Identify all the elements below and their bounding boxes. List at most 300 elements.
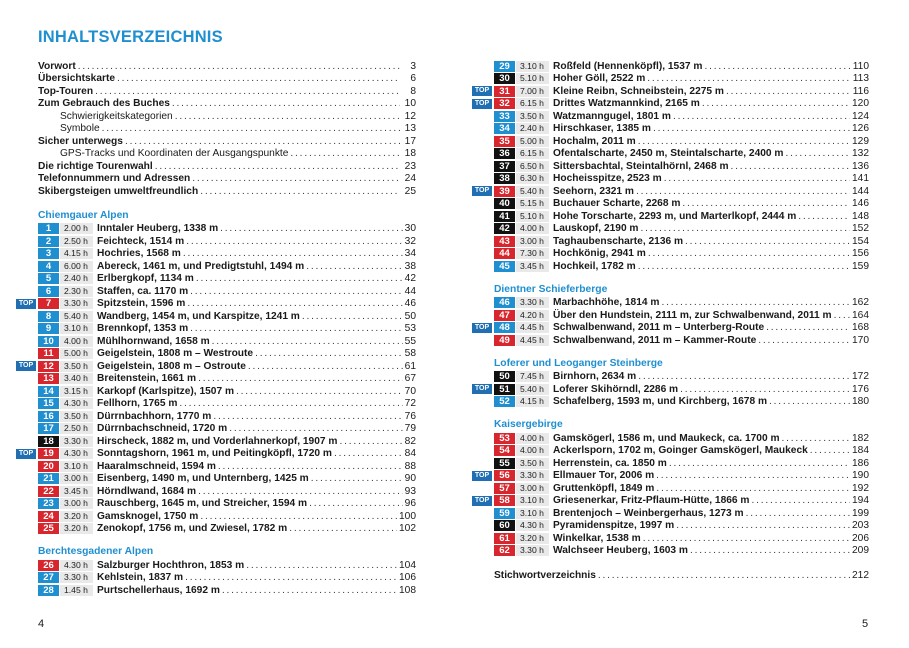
tour-entry[interactable]	[494, 432, 869, 445]
toc-entry[interactable]	[38, 160, 416, 173]
tour-name: Hoher Göll, 2522 m	[553, 73, 646, 85]
tour-entry[interactable]	[38, 572, 416, 585]
tour-duration: 5.40 h	[516, 186, 549, 197]
toc-entry-title: Sicher unterwegs	[38, 135, 123, 147]
tour-name: Hirscheck, 1882 m, und Vorderlahnerkopf, 1907 m	[97, 435, 338, 447]
tour-page: 190	[852, 470, 869, 482]
tour-entry[interactable]	[494, 457, 869, 470]
tour-name: Ofentalscharte, 2450 m, Steintalscharte, 2400 m	[553, 148, 784, 160]
toc-entry[interactable]	[38, 98, 416, 111]
leader-dots	[798, 211, 850, 222]
tour-number-badge: 38	[494, 173, 515, 184]
tour-number-badge: 62	[494, 545, 515, 556]
tour-duration: 3.45 h	[516, 261, 549, 272]
tour-page: 72	[404, 398, 416, 410]
toc-entry-title: Übersichtskarte	[38, 73, 116, 85]
tour-page: 120	[852, 98, 869, 110]
tour-number-badge: 9	[38, 323, 59, 334]
toc-entry[interactable]	[38, 60, 416, 73]
tour-entry[interactable]	[494, 123, 869, 136]
toc-entry-page: 8	[410, 85, 416, 97]
tour-name: Schafelberg, 1593 m, und Kirchberg, 1678 m	[553, 396, 768, 408]
tour-duration: 6.00 h	[60, 261, 93, 272]
tour-page: 79	[404, 423, 416, 435]
tour-page: 203	[852, 520, 869, 532]
leader-dots	[702, 98, 850, 109]
tour-entry[interactable]	[494, 507, 869, 520]
tour-page: 194	[852, 495, 869, 507]
tour-duration: 3.00 h	[60, 473, 93, 484]
tour-entry[interactable]	[494, 445, 869, 458]
leader-dots	[246, 560, 397, 571]
tour-entry[interactable]	[494, 545, 869, 558]
tour-page: 84	[404, 448, 416, 460]
tour-entry[interactable]	[474, 495, 869, 508]
tour-page: 182	[852, 432, 869, 444]
tour-entry[interactable]	[38, 323, 416, 336]
tour-page: 100	[399, 510, 416, 522]
tour-number-badge: 19	[38, 448, 59, 459]
tour-name: Haaralmschneid, 1594 m	[97, 460, 216, 472]
tour-page: 61	[404, 360, 416, 372]
tour-entry[interactable]	[38, 584, 416, 597]
tour-entry[interactable]	[38, 310, 416, 323]
right-column	[474, 60, 869, 582]
tour-name: Pyramidenspitze, 1997 m	[553, 520, 675, 532]
tour-entry[interactable]	[494, 160, 869, 173]
leader-dots	[290, 148, 400, 159]
tour-number-badge: 2	[38, 236, 59, 247]
leader-dots	[656, 483, 850, 494]
toc-entry-page: 6	[410, 73, 416, 85]
tour-page: 209	[852, 545, 869, 557]
tour-name: Marbachhöhe, 1814 m	[553, 297, 660, 309]
tour-name: Roßfeld (Hennenköpfl), 1537 m	[553, 60, 703, 72]
tour-duration: 3.00 h	[60, 498, 93, 509]
leader-dots	[656, 470, 850, 481]
tour-duration: 3.30 h	[60, 298, 93, 309]
tour-name: Purtschellerhaus, 1692 m	[97, 584, 220, 596]
tour-name: Rauschberg, 1645 m, und Streicher, 1594 m	[97, 498, 308, 510]
tour-duration: 6.15 h	[516, 148, 549, 159]
tour-name: Spitzstein, 1596 m	[97, 298, 186, 310]
tour-name: Kehlstein, 1837 m	[97, 572, 184, 584]
toc-entry-title: GPS-Tracks und Koordinaten der Ausgangspunkte	[60, 148, 289, 160]
tour-duration: 3.20 h	[60, 511, 93, 522]
leader-dots	[229, 423, 402, 434]
tour-duration: 4.30 h	[60, 560, 93, 571]
leader-dots	[680, 384, 850, 395]
toc-entry-title: Vorwort	[38, 60, 76, 72]
tour-number-badge: 23	[38, 498, 59, 509]
tour-duration: 2.00 h	[60, 223, 93, 234]
tour-page: 206	[852, 532, 869, 544]
leader-dots	[190, 323, 403, 334]
tour-number-badge: 12	[38, 361, 59, 372]
tour-name: Mühlhornwand, 1658 m	[97, 335, 210, 347]
tour-entry[interactable]	[38, 398, 416, 411]
tour-name: Birnhorn, 2634 m	[553, 371, 637, 383]
leader-dots	[218, 461, 403, 472]
tour-entry[interactable]	[494, 173, 869, 186]
leader-dots	[179, 398, 402, 409]
tour-page: 116	[852, 85, 869, 97]
tour-duration: 2.50 h	[60, 423, 93, 434]
toc-entry[interactable]	[38, 148, 416, 161]
tour-page: 159	[852, 260, 869, 272]
tour-number-badge: 15	[38, 398, 59, 409]
toc-entry[interactable]	[38, 85, 416, 98]
tour-duration: 5.00 h	[60, 348, 93, 359]
tour-number-badge: 59	[494, 508, 515, 519]
leader-dots	[309, 498, 403, 509]
tour-entry[interactable]	[494, 235, 869, 248]
tour-entry[interactable]	[494, 110, 869, 123]
tour-duration: 6.30 h	[516, 173, 549, 184]
tour-entry[interactable]	[38, 373, 416, 386]
tour-duration: 2.40 h	[60, 273, 93, 284]
tour-name: Buchauer Scharte, 2268 m	[553, 198, 681, 210]
tour-name: Erlbergkopf, 1134 m	[97, 273, 194, 285]
tour-page: 90	[404, 473, 416, 485]
toc-entry-page: 10	[404, 98, 416, 110]
tour-number-badge: 39	[494, 186, 515, 197]
toc-entry[interactable]	[38, 123, 416, 136]
leader-dots	[255, 348, 403, 359]
leader-dots	[782, 433, 850, 444]
leader-dots	[172, 98, 400, 109]
tour-page: 144	[852, 185, 869, 197]
tour-entry[interactable]	[494, 210, 869, 223]
tour-number-badge: 5	[38, 273, 59, 284]
tour-number-badge: 49	[494, 335, 515, 346]
leader-dots	[198, 373, 403, 384]
tour-entry[interactable]	[38, 235, 416, 248]
leader-dots	[175, 111, 400, 122]
toc-entry-title: Zum Gebrauch des Buches	[38, 98, 170, 110]
tour-duration: 4.00 h	[516, 433, 549, 444]
toc-entry-page: 13	[404, 123, 416, 135]
tour-name: Taghaubenscharte, 2136 m	[553, 235, 684, 247]
tour-entry[interactable]	[38, 348, 416, 361]
toc-entry[interactable]	[38, 135, 416, 148]
tour-number-badge: 3	[38, 248, 59, 259]
page-title: INHALTSVERZEICHNIS	[38, 28, 223, 46]
leader-dots	[339, 436, 402, 447]
tour-page: 126	[852, 123, 869, 135]
tour-page: 76	[404, 410, 416, 422]
tour-entry[interactable]	[38, 523, 416, 536]
tour-entry[interactable]	[494, 482, 869, 495]
tour-entry[interactable]	[494, 532, 869, 545]
leader-dots	[638, 261, 850, 272]
tour-entry[interactable]	[474, 98, 869, 111]
tour-entry[interactable]	[474, 470, 869, 483]
tour-name: Gamskögerl, 1586 m, und Maukeck, ca. 1700 m	[553, 432, 780, 444]
tour-duration: 3.30 h	[516, 470, 549, 481]
tour-number-badge: 45	[494, 261, 515, 272]
tour-entry[interactable]	[38, 410, 416, 423]
leader-dots	[213, 411, 402, 422]
tour-page: 156	[852, 248, 869, 260]
tour-name: Zenokopf, 1756 m, und Zwiesel, 1782 m	[97, 523, 288, 535]
tour-entry[interactable]	[494, 309, 869, 322]
tour-number-badge: 18	[38, 436, 59, 447]
page-number-right: 5	[862, 618, 869, 630]
tour-name: Salzburger Hochthron, 1853 m	[97, 559, 245, 571]
tour-name: Hocheisspitze, 2523 m	[553, 173, 662, 185]
tour-entry[interactable]	[494, 198, 869, 211]
tour-entry[interactable]	[38, 498, 416, 511]
tour-page: 170	[852, 334, 869, 346]
leader-dots	[302, 311, 403, 322]
tour-entry[interactable]	[474, 322, 869, 335]
tour-duration: 7.45 h	[516, 371, 549, 382]
leader-dots	[185, 572, 397, 583]
tour-number-badge: 55	[494, 458, 515, 469]
tour-name: Hohe Torscharte, 2293 m, und Marterlkopf, 2444 m	[553, 210, 797, 222]
tour-page: 58	[404, 348, 416, 360]
tour-duration: 3.50 h	[516, 111, 549, 122]
leader-dots	[758, 335, 850, 346]
tour-name: Brentenjoch – Weinbergerhaus, 1273 m	[553, 507, 744, 519]
tour-name: Feichteck, 1514 m	[97, 235, 185, 247]
tour-name: Brennkopf, 1353 m	[97, 323, 189, 335]
tour-entry[interactable]	[38, 273, 416, 286]
leader-dots	[664, 173, 850, 184]
tour-entry[interactable]	[494, 297, 869, 310]
leader-dots	[673, 111, 850, 122]
tour-name: Dürrnbachhorn, 1770 m	[97, 410, 212, 422]
tour-page: 132	[852, 148, 869, 160]
tour-duration: 7.30 h	[516, 248, 549, 259]
tour-duration: 3.00 h	[516, 483, 549, 494]
tour-entry[interactable]	[38, 559, 416, 572]
tour-number-badge: 16	[38, 411, 59, 422]
tour-page: 162	[852, 297, 869, 309]
leader-dots	[236, 386, 403, 397]
leader-dots	[183, 248, 403, 259]
spacer	[494, 273, 869, 281]
tour-number-badge: 24	[38, 511, 59, 522]
top-badge: TOP	[472, 86, 492, 96]
tour-number-badge: 58	[494, 495, 515, 506]
tour-name: Geigelstein, 1808 m – Ostroute	[97, 360, 246, 372]
leader-dots	[200, 511, 397, 522]
toc-entry-page: 3	[410, 60, 416, 72]
toc-entry[interactable]	[38, 73, 416, 86]
tour-number-badge: 4	[38, 261, 59, 272]
toc-entry[interactable]	[38, 110, 416, 123]
tour-duration: 5.40 h	[516, 384, 549, 395]
tour-entry[interactable]	[494, 148, 869, 161]
tour-duration: 4.15 h	[60, 248, 93, 259]
tour-page: 136	[852, 160, 869, 172]
leader-dots	[704, 61, 850, 72]
tour-entry[interactable]	[38, 385, 416, 398]
tour-entry[interactable]	[38, 423, 416, 436]
tour-duration: 5.15 h	[516, 198, 549, 209]
tour-duration: 2.50 h	[60, 236, 93, 247]
tour-entry[interactable]	[494, 260, 869, 273]
leader-dots	[682, 198, 850, 209]
leader-dots	[643, 533, 850, 544]
tour-duration: 3.15 h	[60, 386, 93, 397]
tour-name: Seehorn, 2321 m	[553, 185, 634, 197]
tour-page: 106	[399, 572, 416, 584]
top-badge: TOP	[472, 186, 492, 196]
toc-entry-title: Schwierigkeitskategorien	[60, 110, 173, 122]
leader-dots	[751, 495, 850, 506]
tour-page: 93	[404, 485, 416, 497]
tour-page: 44	[404, 285, 416, 297]
tour-name: Über den Hundstein, 2111 m, zur Schwalbenwand, 2011 m	[553, 309, 832, 321]
tour-name: Griesenerkar, Fritz-Pflaum-Hütte, 1866 m	[553, 495, 750, 507]
tour-duration: 3.20 h	[60, 523, 93, 534]
tour-number-badge: 7	[38, 298, 59, 309]
tour-name: Gamsknogel, 1750 m	[97, 510, 199, 522]
tour-entry[interactable]	[494, 60, 869, 73]
tour-duration: 3.10 h	[60, 461, 93, 472]
tour-number-badge: 48	[494, 322, 515, 333]
tour-entry[interactable]	[38, 248, 416, 261]
tour-entry[interactable]	[18, 298, 416, 311]
tour-entry[interactable]	[38, 435, 416, 448]
tour-number-badge: 35	[494, 136, 515, 147]
tour-entry[interactable]	[18, 448, 416, 461]
tour-name: Ellmauer Tor, 2006 m	[553, 470, 655, 482]
tour-entry[interactable]	[38, 335, 416, 348]
tour-number-badge: 56	[494, 470, 515, 481]
tour-entry[interactable]	[494, 334, 869, 347]
toc-entry-title: Stichwortverzeichnis	[494, 569, 596, 581]
tour-duration: 1.45 h	[60, 585, 93, 596]
toc-entry-title: Die richtige Tourenwahl	[38, 160, 153, 172]
tour-name: Eisenberg, 1490 m, und Unternberg, 1425 m	[97, 473, 309, 485]
toc-entry-title: Top-Touren	[38, 85, 94, 97]
tour-page: 82	[404, 435, 416, 447]
leader-dots	[212, 336, 403, 347]
leader-dots	[638, 371, 850, 382]
toc-entry-index[interactable]	[494, 569, 869, 582]
tour-name: Fellhorn, 1765 m	[97, 398, 178, 410]
leader-dots	[731, 161, 850, 172]
tour-name: Drittes Watzmannkind, 2165 m	[553, 98, 700, 110]
tour-page: 172	[852, 371, 869, 383]
tour-duration: 4.15 h	[516, 396, 549, 407]
tour-name: Geigelstein, 1808 m – Westroute	[97, 348, 254, 360]
tour-number-badge: 53	[494, 433, 515, 444]
tour-number-badge: 17	[38, 423, 59, 434]
tour-page: 38	[404, 260, 416, 272]
tour-page: 104	[399, 559, 416, 571]
tour-duration: 4.20 h	[516, 310, 549, 321]
leader-dots	[102, 123, 400, 134]
section-heading: Kaisergebirge	[494, 419, 563, 430]
leader-dots	[78, 61, 400, 72]
tour-duration: 3.30 h	[60, 572, 93, 583]
tour-number-badge: 25	[38, 523, 59, 534]
leader-dots	[726, 86, 851, 97]
tour-duration: 3.10 h	[516, 495, 549, 506]
tour-entry[interactable]	[494, 73, 869, 86]
tour-name: Ackerlsporn, 1702 m, Goinger Gamskögerl, Maukeck	[553, 445, 808, 457]
tour-entry[interactable]	[38, 260, 416, 273]
tour-entry[interactable]	[494, 396, 869, 409]
top-badge: TOP	[472, 496, 492, 506]
tour-entry[interactable]	[474, 85, 869, 98]
tour-page: 32	[404, 235, 416, 247]
tour-entry[interactable]	[38, 460, 416, 473]
section-heading: Loferer und Leoganger Steinberge	[494, 357, 663, 369]
tour-page: 88	[404, 460, 416, 472]
tour-entry[interactable]	[494, 371, 869, 384]
toc-entry[interactable]	[38, 185, 416, 198]
tour-entry[interactable]	[494, 135, 869, 148]
tour-name: Abereck, 1461 m, und Predigtstuhl, 1494 m	[97, 260, 305, 272]
page-number-left: 4	[38, 618, 45, 630]
tour-entry[interactable]	[18, 360, 416, 373]
leader-dots	[117, 73, 400, 84]
tour-entry[interactable]	[494, 248, 869, 261]
tour-name: Hirschkaser, 1385 m	[553, 123, 651, 135]
tour-entry[interactable]	[474, 185, 869, 198]
tour-page: 46	[404, 298, 416, 310]
top-badge: TOP	[472, 323, 492, 333]
tour-entry[interactable]	[38, 223, 416, 236]
tour-name: Lauskopf, 2190 m	[553, 223, 639, 235]
tour-entry[interactable]	[38, 485, 416, 498]
leader-dots	[334, 448, 403, 459]
tour-number-badge: 13	[38, 373, 59, 384]
tour-page: 176	[852, 383, 869, 395]
tour-number-badge: 10	[38, 336, 59, 347]
tour-entry[interactable]	[494, 520, 869, 533]
tour-entry[interactable]	[38, 473, 416, 486]
left-column	[18, 60, 416, 597]
leader-dots	[311, 473, 403, 484]
leader-dots	[641, 223, 851, 234]
tour-page: 50	[404, 310, 416, 322]
tour-entry[interactable]	[494, 223, 869, 236]
spacer	[38, 535, 416, 543]
tour-duration: 6.15 h	[516, 98, 549, 109]
tour-name: Sonntagshorn, 1961 m, und Peitingköpfl, 1720 m	[97, 448, 332, 460]
tour-duration: 5.10 h	[516, 73, 549, 84]
tour-page: 113	[852, 73, 869, 85]
leader-dots	[196, 273, 403, 284]
tour-entry[interactable]	[38, 510, 416, 523]
tour-page: 154	[852, 235, 869, 247]
tour-entry[interactable]	[38, 285, 416, 298]
tour-duration: 2.40 h	[516, 123, 549, 134]
top-badge: TOP	[16, 449, 36, 459]
leader-dots	[222, 585, 397, 596]
leader-dots	[769, 396, 850, 407]
leader-dots	[648, 248, 850, 259]
tour-entry[interactable]	[474, 383, 869, 396]
tour-page: 30	[404, 223, 416, 235]
tour-duration: 4.45 h	[516, 335, 549, 346]
tour-duration: 4.30 h	[60, 398, 93, 409]
leader-dots	[186, 236, 402, 247]
tour-name: Staffen, ca. 1170 m	[97, 285, 189, 297]
tour-number-badge: 43	[494, 236, 515, 247]
tour-name: Dürrnbachschneid, 1720 m	[97, 423, 228, 435]
toc-entry[interactable]	[38, 173, 416, 186]
leader-dots	[690, 545, 850, 556]
tour-name: Inntaler Heuberg, 1338 m	[97, 223, 219, 235]
